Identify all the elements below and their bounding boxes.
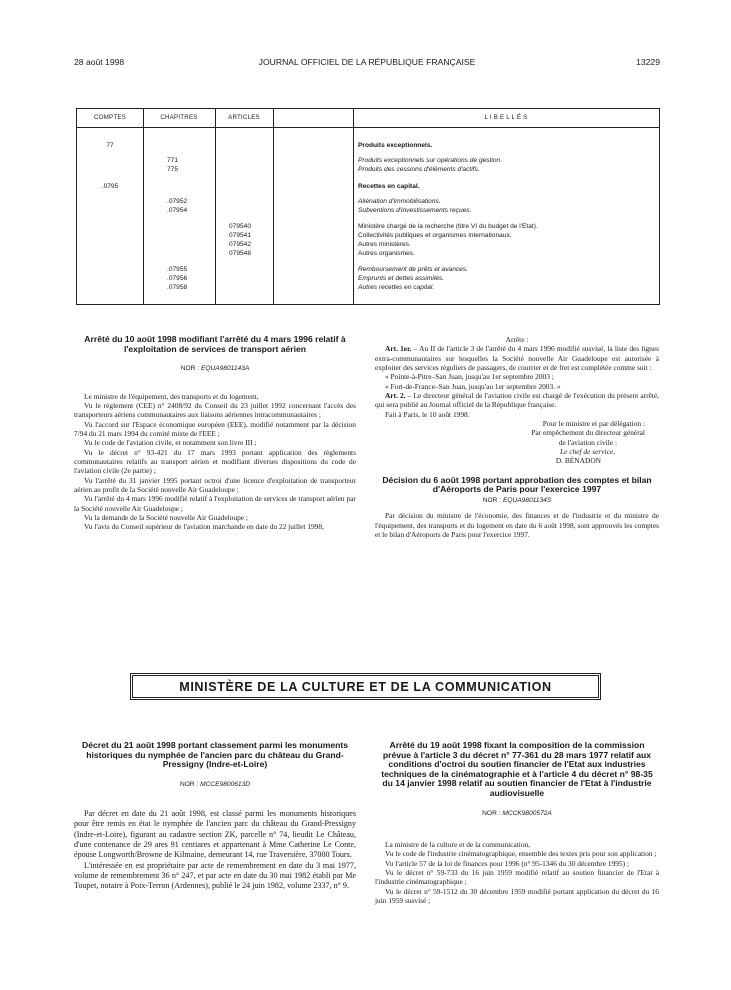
table-row [77,265,659,274]
paragraph: Vu la demande de la Société nouvelle Air Guadeloupe ; [84,513,248,522]
nor-reference [375,496,659,505]
table-cell-libelle: Produits des cessions d'éléments d'actifs. [358,166,480,173]
table-cell-libelle: Autres organismes. [358,250,415,257]
table-cell-libelle: Emprunts et dettes assimilés. [358,275,445,282]
signature-line: Pour le ministre et par délégation : [542,419,645,429]
paragraph: Vu le décret n° 93-421 du 17 mars 1993 portant application des règlements communautaires relatifs au transport aérien et modifiant diverses dispositions du code de l'aviation civile (2e partie) ; [74,447,356,476]
table-cell-chapitre: .07956 [167,275,188,282]
decret-paragraph: Par décret en date du 21 août 1998, est classé parmi les monuments historiques pour être remis en état le nymphée de l'ancien parc du château du Grand-Pressigny (Indre-et-Loire), figurant au cadastre section ZK, parcelle n° 74, lieudit Le Château, d'une contenance de 29 ares 91 centiares et appartenant à Mme Catherine Le Conte, épouse Longworth/Browne de Kilmaine, demeurant 14, rue Traversière, 37000 Tours. [74,809,356,860]
table-header-chapitres: CHAPITRES [160,114,198,121]
accounts-table [76,108,660,305]
nor-reference [74,364,356,373]
nor-code: EQUA9801143A [200,365,250,373]
arrete-word: Arrête : [505,335,529,344]
article-1 [375,344,659,372]
table-cell-compte: 77 [106,142,114,149]
article-1-label: Art. 1er. [385,344,412,354]
table-row [77,240,659,249]
ministry-banner-title: MINISTÈRE DE LA CULTURE ET DE LA COMMUNICATION [179,679,552,694]
table-cell-article: 079541 [229,232,252,239]
table-cell-libelle: Produits exceptionnels. [358,142,433,149]
signature-line: Le chef de service, [560,447,615,457]
table-cell-libelle: Autres ministères. [358,241,411,248]
table-row [77,249,659,258]
paragraph: Vu le code de l'aviation civile, et notamment son livre III ; [84,438,257,448]
table-cell-libelle: Remboursement de prêts et avances. [358,266,468,273]
paragraph: Vu le code de l'industrie cinématographique, ensemble des textes pris pour son application ; [385,849,657,859]
table-header-articles: ARTICLES [228,114,260,121]
nor-reference [74,780,356,789]
nor-code: MCCE9800613D [200,780,251,788]
signature-line: de l'aviation civile : [558,437,617,447]
table-row [77,197,659,206]
paragraph: Vu l'accord sur l'Espace économique européen (EEE), modifié notamment par la décision 7/94 du 21 mars 1994 du comité mixte de l'EEE ; [74,419,356,438]
article-2-label: Art. 2. [385,391,406,401]
table-cell-libelle: Ministère chargé de la recherche (titre VI du budget de l'Etat). [358,223,538,230]
paragraph: Vu l'article 57 de la loi de finances pour 1996 (n° 95-1346 du 30 décembre 1995) ; [385,858,629,868]
table-cell-chapitre: .07952 [167,198,188,205]
table-cell-libelle: Autres recettes en capital. [358,284,435,291]
paragraph: Vu le décret n° 59-733 du 16 juin 1959 modifié relatif au soutien financier de l'Etat à l'industrie cinématographique ; [375,867,659,887]
table-cell-article: 079542 [229,241,252,248]
table-row [77,283,659,292]
arrete-paragraphs [74,392,356,532]
header-page-number: 13229 [636,57,660,67]
paragraph: Vu l'arrêté du 4 mars 1996 modifié relatif à l'exploitation de services de transport aérien par la Société nouvelle Air Guadeloupe ; [74,494,356,513]
arrete-2-paragraphs [375,840,659,905]
fait-a-paris: Fait à Paris, le 10 août 1998. [385,409,470,419]
table-header-libelles: L I B E L L É S [484,114,528,121]
paragraph: Vu le règlement (CEE) n° 2408/92 du Conseil du 23 juillet 1992 concernant l'accès des transporteurs aériens communautaires aux liaisons aériennes intracommunautaires ; [74,400,356,420]
ministry-banner [130,673,601,700]
table-cell-chapitre: .07958 [167,284,188,291]
decret-paragraph: L'intéressée en est propriétaire par acte de remembrement en date du 3 mai 1977, volume de remembrement 36 n° 247, et par acte en date du 30 mai 1982 établi par Me Toupet, notaire à Poix-Terron (Ardennes), publié le 24 juin 1982, volume 2337, n° 9. [74,860,356,891]
table-row [77,141,659,150]
table-row [77,165,659,174]
table-cell-chapitre: 775 [167,166,179,173]
paragraph: Vu le décret n° 59-1512 du 30 décembre 1959 modifié portant application du décret du 16 juin 1959 susvisé ; [375,886,659,905]
table-cell-libelle: Produits exceptionnels sur opérations de gestion. [358,157,503,164]
paragraph: Vu l'avis du Conseil supérieur de l'aviation marchande en date du 22 juillet 1998, [84,522,324,532]
nor-code: EQUA9801134S [502,497,552,504]
table-cell-libelle: Subventions d'investissements reçues. [358,207,472,214]
table-header-divider [77,127,659,128]
nor-label: NOR : [179,780,199,788]
table-row [77,231,659,240]
nor-label: NOR : [180,365,200,373]
article-2-text: – Le directeur général de l'aviation civile est chargé de l'exécution du présent arrêté, qui sera publié au Journal officiel de la République française. [375,391,660,410]
nor-label: NOR : [482,809,501,817]
signatory-name: D. BÉNADON [555,456,601,466]
article-2 [375,391,659,410]
article-1-line-2: « Fort-de-France–San Juan, jusqu'au 1er septembre 2003. » [385,381,561,391]
decision-text: Par décision du ministre de l'économie, des finances et de l'industrie et du ministre de l'équipement, des transports et du logement en date du 6 août 1998, sont approuvés les comptes et le bilan d'Aéroports de Paris pour l'exercice 1997. [375,511,659,540]
header-journal-title: JOURNAL OFFICIEL DE LA RÉPUBLIQUE FRANÇAISE [258,57,476,67]
table-cell-libelle: Aliénation d'immobilisations. [358,198,441,205]
table-row [77,222,659,231]
nor-reference [375,809,659,818]
nor-label: NOR : [482,497,502,504]
table-cell-chapitre: .07954 [167,207,188,214]
arrete-2-title: Arrêté du 19 août 1998 fixant la composition de la commission prévue à l'article 3 du décret n° 77-361 du 28 mars 1977 relatif aux conditions d'octroi du soutien financier de l'Etat aux industries techniques de la cinématographie et à l'article 4 du décret n° 98-35 du 14 janvier 1998 relatif au soutien financier de l'Etat à l'industrie audiovisuelle [381,740,653,798]
table-cell-article: 079548 [229,250,252,257]
header-date: 28 août 1998 [74,57,125,67]
arrete-commission-cinematographie [375,741,659,905]
table-cell-libelle: Collectivités publiques et organismes internationaux. [358,232,512,239]
table-cell-libelle: Recettes en capital. [358,183,420,190]
table-cell-chapitre: .07955 [167,266,188,273]
paragraph: Vu l'arrêté du 31 janvier 1995 portant octroi d'une licence d'exploitation de transporteur aérien au profit de la Société nouvelle Air Guadeloupe ; [74,475,356,494]
arrete-transport-aerien-suite [375,335,659,539]
decision-title: Décision du 6 août 1998 portant approbation des comptes et bilan d'Aéroports de Paris pour l'exercice 1997 [382,474,652,495]
arrete-title: Arrêté du 10 août 1998 modifiant l'arrêté du 4 mars 1996 relatif à l'exploitation de services de transport aérien [84,334,346,354]
signature-line: Par empêchement du directeur général [531,428,645,438]
article-1-line-1: « Pointe-à-Pitre–San Juan, jusqu'au 1er septembre 2003 ; [385,372,554,382]
table-header-comptes: COMPTES [94,114,126,121]
signature-block [375,419,659,466]
table-row [77,182,659,191]
table-cell-chapitre: 771 [167,157,179,164]
arrete-transport-aerien [74,335,356,532]
article-1-text: – Au II de l'article 3 de l'arrêté du 4 mars 1996 modifié susvisé, la liste des lignes extra-communautaires sur lesquelles la Société nouvelle Air Guadeloupe est autorisée à exploiter des services réguliers de passagers, de courrier et de fret est complétée comme suit : [375,344,659,373]
paragraph: Le ministre de l'équipement, des transports et du logement, [84,391,259,401]
decret-classement-monument [74,741,356,892]
decret-title: Décret du 21 août 1998 portant classement parmi les monuments historiques du nymphée de l'ancien parc du château du Grand-Pressigny (Indre-et-Loire) [81,740,349,770]
nor-code: MCCK9800572A [502,809,552,817]
paragraph: La ministre de la culture et de la communication, [385,839,531,849]
table-cell-article: 079540 [229,223,252,230]
table-row [77,156,659,165]
page-header [74,57,660,69]
table-row [77,206,659,215]
table-row [77,274,659,283]
table-cell-compte: .0795 [101,183,119,190]
